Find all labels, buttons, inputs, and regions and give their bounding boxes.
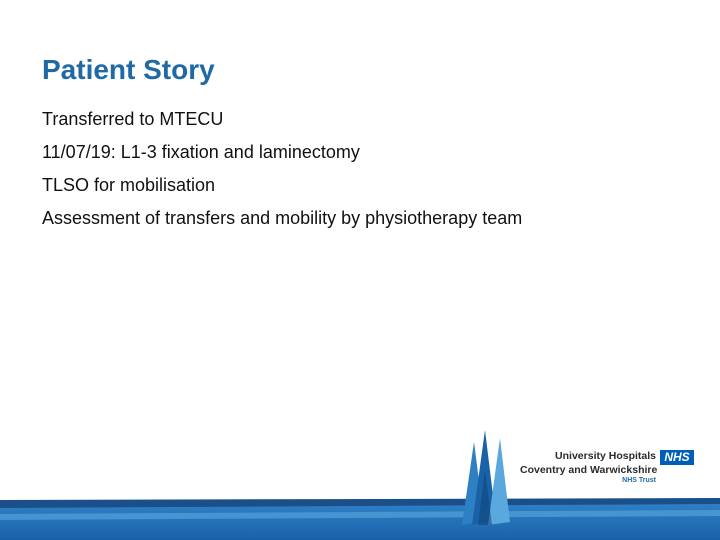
bullet-item: TLSO for mobilisation [42,175,216,195]
slide-title: Patient Story [42,54,215,85]
logo-line-region: Coventry and Warwickshire [520,464,658,476]
logo-line-university: University Hospitals [555,450,656,462]
trust-logo [520,448,696,488]
spire-shape [488,438,510,525]
bullet-item: Transferred to MTECU [42,109,224,129]
nhs-logo-badge: NHS [660,450,694,465]
bullet-list [42,108,522,240]
bullet-item: Assessment of transfers and mobility by physiotherapy team [42,208,523,228]
bullet-item: 11/07/19: L1-3 fixation and laminectomy [42,142,360,162]
logo-line-trust: NHS Trust [622,477,656,484]
